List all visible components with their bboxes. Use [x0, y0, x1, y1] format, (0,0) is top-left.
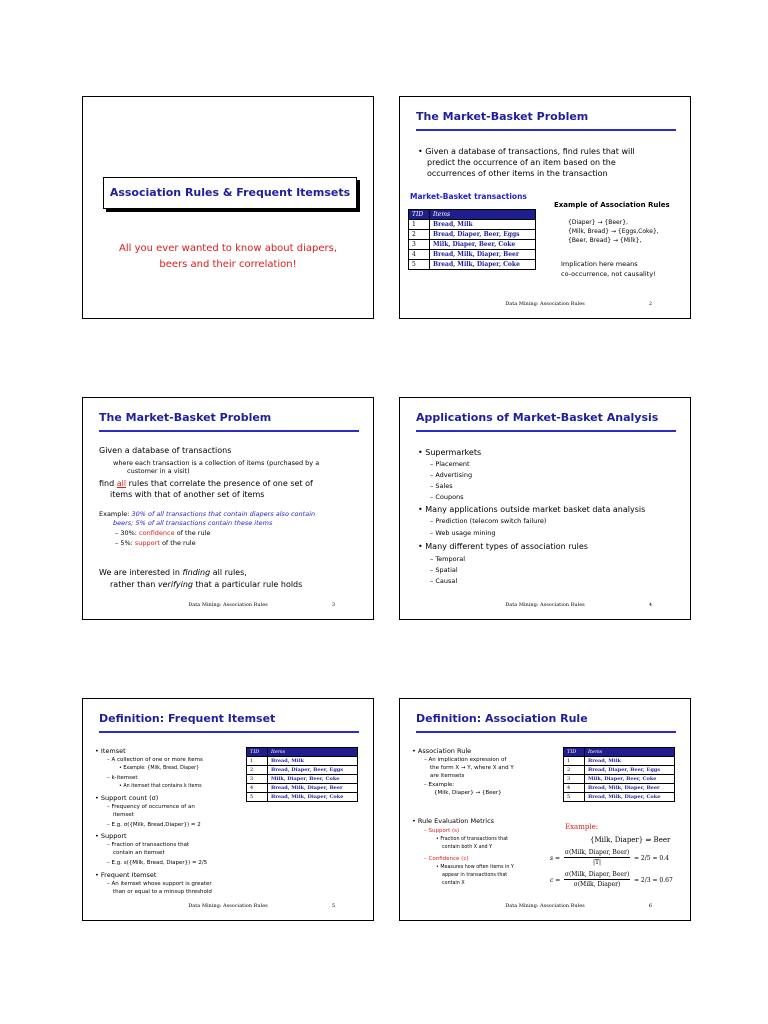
sub-bullet: – Fraction of transactions that	[107, 842, 190, 848]
sub-bullet: – Confidence (c)	[424, 856, 469, 862]
table-header-row	[409, 210, 536, 220]
slide-3	[82, 397, 374, 620]
footer: Data Mining: Association Rules 2	[505, 301, 652, 307]
text-line: items with that of another set of items	[110, 490, 265, 499]
subtitle-line-1: All you ever wanted to know about diapers,	[119, 243, 337, 254]
bullet: • Support	[95, 832, 127, 840]
sub-bullet: – E.g. s({Milk, Bread, Diaper}) = 2/5	[107, 860, 208, 866]
bullet-line-3: occurrences of other items in the transaction	[427, 169, 608, 178]
rule-3: {Beer, Bread} → {Milk},	[568, 237, 642, 244]
support-line: – 5%: support of the rule	[115, 539, 196, 547]
transactions-table	[246, 747, 358, 802]
bullet: • Supermarkets	[418, 448, 482, 457]
example-label: Example:	[565, 823, 599, 831]
page-number: 5	[331, 903, 335, 909]
sub-sub-bullet: • An itemset that contains k items	[119, 784, 202, 789]
bullet: • Rule Evaluation Metrics	[412, 817, 495, 825]
sub-sub-bullet-cont: appear in transactions that	[442, 873, 508, 878]
table-row: 4 Bread, Milk, Diaper, Beer	[409, 250, 536, 260]
sub-bullet: – Advertising	[430, 471, 473, 479]
slide-1	[82, 96, 374, 319]
sub-sub-bullet: • Fraction of transactions that	[436, 837, 509, 842]
bullet-line-1: • Given a database of transactions, find rules that will	[418, 147, 635, 156]
confidence-value: = 2/3 = 0.67	[634, 877, 673, 884]
transactions-table	[563, 747, 675, 802]
sub-sub-bullet: • Measures how often items in Y	[436, 865, 514, 870]
support-denominator: |T|	[592, 859, 602, 866]
sub-bullet-cont: the form X → Y, where X and Y	[430, 765, 514, 771]
page-number: 4	[648, 602, 652, 608]
sub-bullet-cont: {Milk, Diaper} → {Beer}	[434, 790, 502, 796]
sub-bullet: – E.g. σ({Milk, Bread,Diaper}) = 2	[107, 822, 201, 828]
footer: Data Mining: Association Rules 5	[188, 903, 335, 909]
slide-title: Association Rules & Frequent Itemsets	[109, 186, 351, 199]
title-underline	[99, 731, 359, 733]
slide-title: The Market-Basket Problem	[416, 110, 589, 123]
col-items: Items	[268, 748, 358, 757]
sub-bullet: – Placement	[430, 460, 470, 468]
col-items: Items	[585, 748, 675, 757]
table-row: 3 Milk, Diaper, Beer, Coke	[564, 775, 675, 784]
title-underline	[99, 430, 359, 432]
sub-bullet: – An itemset whose support is greater	[107, 881, 212, 887]
sub-bullet: – Spatial	[430, 566, 458, 574]
bullet-text: Given a database of transactions, find rules that will	[425, 147, 635, 156]
slide-6: Definition: Association Rule • Association Rule – An implication expression of the form X → Y, where X and Y are itemsets – Example: {Milk, Diaper} → {Beer} • Rule Evaluation Metrics – Support (s) • Fraction of transactions that contain both X and Y – Confidence (c) • Measures how often items in Y appear in transactions that contain X TID Items 1 Bread, Milk 2 Bread, Diaper, Beer, Eggs 3 Milk, Diaper, Beer, Coke 4 Bread, Milk, Diaper, Beer 5 Bread, Milk, Diaper, Coke Example: {Milk, Diaper} ⇒ Beer s = σ(Milk, Diaper, Beer) |T| = 2/5 = 0.4 c = σ(Milk, Diaper, Beer) σ(Milk, Diaper) = 2/3 = 0.67 Data Mining: Association Rules 6	[399, 698, 691, 921]
footer: Data Mining: Association Rules 4	[505, 602, 652, 608]
text-line: customer in a visit)	[127, 467, 190, 475]
support-numerator: σ(Milk, Diaper, Beer)	[564, 849, 630, 856]
sub-sub-bullet: • Example: {Milk, Bread, Diaper}	[119, 766, 200, 771]
subtitle-line-2: beers and their correlation!	[159, 259, 297, 270]
sub-bullet: – Coupons	[430, 493, 464, 501]
bullet: • Many different types of association rules	[418, 542, 588, 551]
sub-bullet: – A collection of one or more items	[107, 757, 203, 763]
bullet: • Association Rule	[412, 747, 472, 755]
table-row: 1 Bread, Milk	[409, 220, 536, 230]
text-line: rather than verifying that a particular rule holds	[110, 580, 303, 589]
sub-bullet: – An implication expression of	[424, 757, 507, 763]
example-line: Example: 30% of all transactions that contain diapers also contain	[99, 510, 316, 518]
slide-5	[82, 698, 374, 921]
slide-title: Definition: Frequent Itemset	[99, 712, 276, 725]
table-label: Market-Basket transactions	[410, 192, 527, 201]
col-items: Items	[430, 210, 536, 220]
sub-bullet-cont: itemset	[113, 812, 134, 818]
sub-bullet-cont: than or equal to a minsup threshold	[113, 889, 212, 895]
transactions-table	[408, 209, 536, 270]
table-row: 4 Bread, Milk, Diaper, Beer	[247, 784, 358, 793]
rules-label: Example of Association Rules	[554, 201, 670, 209]
sub-bullet-cont: contain an itemset	[113, 850, 165, 856]
text-line: where each transaction is a collection of items (purchased by a	[113, 459, 320, 467]
sub-bullet: – Example:	[424, 782, 455, 788]
confidence-line: – 30%: confidence of the rule	[115, 529, 211, 537]
slide-title: Applications of Market-Basket Analysis	[416, 411, 659, 424]
table-row: 4 Bread, Milk, Diaper, Beer	[564, 784, 675, 793]
bullet: • Support count (σ)	[95, 794, 159, 802]
text-line: Given a database of transactions	[99, 446, 232, 455]
table-row: 1 Bread, Milk	[247, 757, 358, 766]
table-row: 1 Bread, Milk	[564, 757, 675, 766]
sub-bullet: – Support (s)	[424, 828, 460, 834]
table-row: 2 Bread, Diaper, Beer, Eggs	[409, 230, 536, 240]
confidence-denominator: σ(Milk, Diaper)	[573, 881, 621, 888]
sub-bullet: – Sales	[430, 482, 453, 490]
rule-2: {Milk, Bread} → {Eggs,Coke},	[568, 228, 659, 235]
table-row: 5 Bread, Milk, Diaper, Coke	[564, 793, 675, 802]
table-row: 3 Milk, Diaper, Beer, Coke	[409, 240, 536, 250]
note-line-2: co-occurrence, not causality!	[561, 270, 656, 278]
sub-sub-bullet-cont: contain X	[442, 881, 465, 886]
col-tid: TID	[247, 748, 268, 757]
example-rule: {Milk, Diaper} ⇒ Beer	[590, 836, 671, 844]
sub-bullet: – Causal	[430, 577, 458, 585]
note-line-1: Implication here means	[561, 260, 638, 268]
all-keyword: all	[116, 479, 127, 488]
slide-4	[399, 397, 691, 620]
table-row: 3 Milk, Diaper, Beer, Coke	[247, 775, 358, 784]
table-row: 2 Bread, Diaper, Beer, Eggs	[564, 766, 675, 775]
text-line: find all rules that correlate the presence of one set of	[99, 479, 313, 488]
table-header-row	[247, 748, 358, 757]
page-number: 3	[331, 602, 335, 608]
slide-title: Definition: Association Rule	[416, 712, 588, 725]
sub-bullet: – Temporal	[430, 555, 466, 563]
page-number: 2	[648, 301, 652, 307]
page-number: 6	[648, 903, 652, 909]
table-row: 5 Bread, Milk, Diaper, Coke	[409, 260, 536, 270]
title-underline	[416, 731, 676, 733]
title-underline	[416, 430, 676, 432]
col-tid: TID	[564, 748, 585, 757]
sub-bullet: – Prediction (telecom switch failure)	[430, 517, 547, 525]
sub-bullet: – Frequency of occurrence of an	[107, 804, 195, 810]
table-row: 5 Bread, Milk, Diaper, Coke	[247, 793, 358, 802]
bullet: • Frequent Itemset	[95, 871, 157, 879]
support-value: = 2/5 = 0.4	[634, 855, 669, 862]
col-tid: TID	[409, 210, 430, 220]
slide-title: The Market-Basket Problem	[99, 411, 272, 424]
bullet: • Itemset	[95, 747, 126, 755]
text-line: We are interested in finding all rules,	[99, 568, 247, 577]
table-row: 2 Bread, Diaper, Beer, Eggs	[247, 766, 358, 775]
example-line: beers; 5% of all transactions contain these items	[113, 519, 273, 527]
rule-1: {Diaper} → {Beer},	[568, 219, 628, 226]
bullet: • Many applications outside market basket data analysis	[418, 505, 646, 514]
sub-bullet: – k-itemset	[107, 775, 138, 781]
table-header-row	[564, 748, 675, 757]
footer: Data Mining: Association Rules 6	[505, 903, 652, 909]
bullet-line-2: predict the occurrence of an item based on the	[427, 158, 616, 167]
footer: Data Mining: Association Rules 3	[188, 602, 335, 608]
slide-2	[399, 96, 691, 319]
sub-bullet-cont: are itemsets	[430, 773, 465, 779]
title-underline	[416, 129, 676, 131]
title-box	[103, 177, 357, 209]
sub-sub-bullet-cont: contain both X and Y	[442, 845, 493, 850]
confidence-numerator: σ(Milk, Diaper, Beer)	[564, 871, 630, 878]
sub-bullet: – Web usage mining	[430, 529, 496, 537]
